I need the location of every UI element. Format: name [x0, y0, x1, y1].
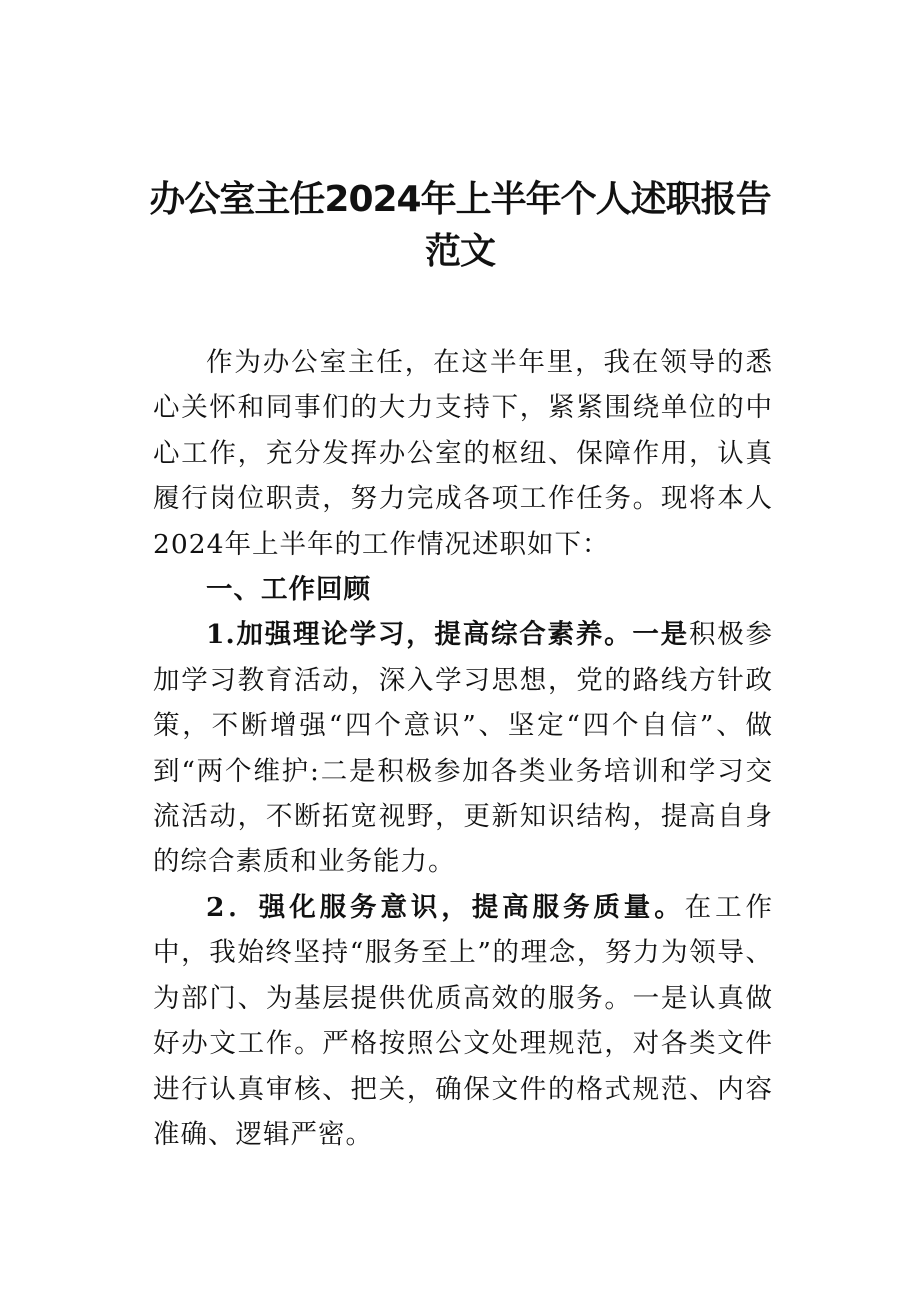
document-body	[153, 340, 773, 1157]
item-2-paragraph	[153, 885, 773, 1157]
item-1-lead: 1.加强理论学习，提高综合素养。一是	[206, 619, 689, 651]
item-1-text: 积极参加学习教育活动，深入学习思想，党的路线方针政策，不断增强“四个意识”、坚定“四个自信”、做到“两个维护:二是积极参加各类业务培训和学习交流活动，不断拓宽视野，更新知识结构，提高自身的综合素质和业务能力。	[153, 619, 773, 878]
document-title-line1: 办公室主任2024年上半年个人述职报告	[149, 179, 771, 220]
item-2-lead: 2．强化服务意识，提高服务质量。	[206, 891, 685, 923]
item-1-paragraph	[153, 612, 773, 884]
item-2-text: 在工作中，我始终坚持“服务至上”的理念，努力为领导、为部门、为基层提供优质高效的服务。一是认真做好办文工作。严格按照公文处理规范，对各类文件进行认真审核、把关，确保文件的格式规范、内容准确、逻辑严密。	[153, 891, 773, 1150]
intro-paragraph: 作为办公室主任，在这半年里，我在领导的悉心关怀和同事们的大力支持下，紧紧围绕单位的中心工作，充分发挥办公室的枢纽、保障作用，认真履行岗位职责，努力完成各项工作任务。现将本人2024年上半年的工作情况述职如下：	[153, 347, 773, 560]
section-heading-work-review: 一、工作回顾	[206, 574, 371, 606]
document-title-line2: 范文	[424, 231, 495, 272]
